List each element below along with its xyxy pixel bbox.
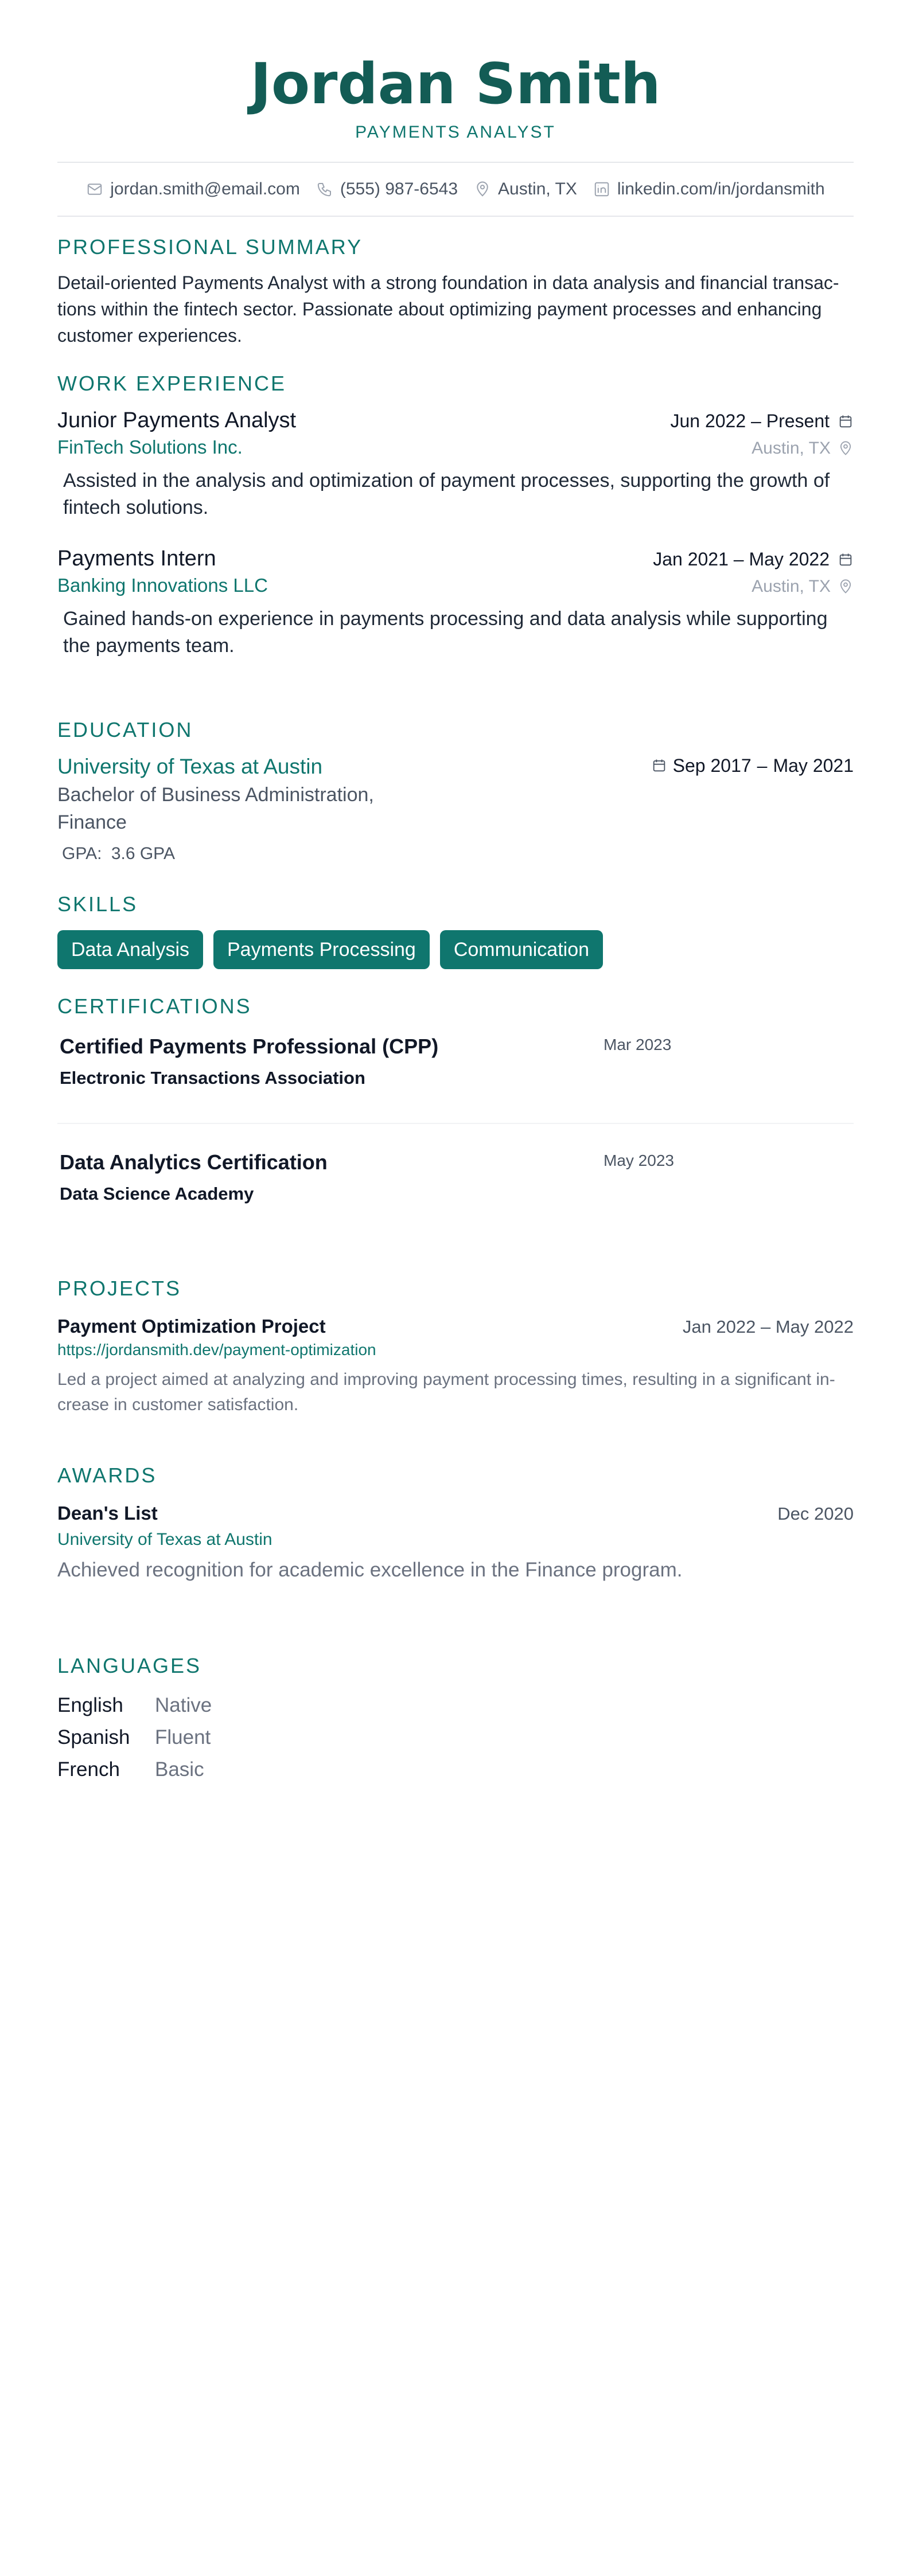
section-heading-languages: LANGUAGES xyxy=(57,1654,202,1677)
location-pin-icon xyxy=(838,579,854,595)
candidate-name: Jordan Smith xyxy=(250,52,661,117)
skills-section xyxy=(57,892,854,969)
section-heading-experience: WORK EXPERIENCE xyxy=(57,372,287,395)
degree-line: Bachelor of Business Administration, xyxy=(57,784,374,806)
degree xyxy=(57,781,413,836)
contact-linkedin[interactable] xyxy=(593,179,825,199)
language-name: English xyxy=(57,1694,123,1716)
job-dates xyxy=(653,549,854,570)
certification-name: Data Analytics Certification xyxy=(60,1150,328,1174)
linkedin-icon xyxy=(593,181,610,198)
linkedin-text: linkedin.com/in/jordansmith xyxy=(617,179,825,198)
education-section xyxy=(57,718,854,864)
project-link[interactable]: https://jordansmith.dev/payment-optimization xyxy=(57,1341,376,1359)
job-location xyxy=(752,577,854,596)
award-description: Achieved recognition for academic excellence in the Finance program. xyxy=(57,1559,683,1581)
job-title: Junior Payments Analyst xyxy=(57,408,297,432)
section-heading-skills: SKILLS xyxy=(57,892,138,916)
job-location xyxy=(752,439,854,458)
job-description-line: fintech solutions. xyxy=(63,497,209,518)
summary-section xyxy=(57,235,854,349)
school-name: University of Texas at Austin xyxy=(57,755,323,778)
summary-line: Detail-oriented Payments Analyst with a strong foundation in data analysis and financial transac- xyxy=(57,272,839,293)
gpa-value: 3.6 GPA xyxy=(111,844,175,863)
gpa xyxy=(57,844,854,864)
award-organization: University of Texas at Austin xyxy=(57,1530,272,1549)
mail-icon xyxy=(86,181,103,198)
award-item xyxy=(57,1502,854,1582)
languages-section xyxy=(57,1654,854,1786)
language-level: Native xyxy=(155,1694,212,1716)
language-name: French xyxy=(57,1758,120,1781)
certifications-section xyxy=(57,994,854,1260)
degree-line: Finance xyxy=(57,811,127,833)
section-heading-awards: AWARDS xyxy=(57,1463,157,1487)
calendar-icon xyxy=(838,413,854,430)
location-pin-icon xyxy=(474,181,491,198)
section-heading-projects: PROJECTS xyxy=(57,1277,182,1300)
skill-tag: Payments Processing xyxy=(213,930,430,969)
location-pin-icon xyxy=(838,440,854,456)
phone-icon xyxy=(316,181,333,198)
language-name: Spanish xyxy=(57,1726,130,1748)
summary-line: customer experiences. xyxy=(57,325,242,346)
education-end-date: May 2021 xyxy=(773,755,854,776)
job-title: Payments Intern xyxy=(57,547,216,571)
section-heading-education: EDUCATION xyxy=(57,718,193,741)
experience-section xyxy=(57,372,854,659)
phone-text: (555) 987-6543 xyxy=(340,179,458,198)
skill-tag: Communication xyxy=(440,930,603,969)
company-name: FinTech Solutions Inc. xyxy=(57,436,243,458)
job-dates-text: Jan 2021 – May 2022 xyxy=(653,549,830,569)
contact-bar xyxy=(57,162,854,217)
resume-header xyxy=(57,0,854,217)
project-description-line: crease in customer satisfaction. xyxy=(57,1395,299,1414)
language-row xyxy=(57,1722,854,1754)
location-text: Austin, TX xyxy=(498,179,577,198)
calendar-icon xyxy=(838,552,854,568)
company-name: Banking Innovations LLC xyxy=(57,575,268,596)
gpa-label: GPA: xyxy=(62,844,102,863)
section-heading-summary: PROFESSIONAL SUMMARY xyxy=(57,235,363,259)
education-start-date: Sep 2017 xyxy=(672,755,752,776)
job-dates-text: Jun 2022 – Present xyxy=(670,411,830,431)
job-description xyxy=(57,467,854,521)
section-heading-certifications: CERTIFICATIONS xyxy=(57,994,252,1018)
certification-date: Mar 2023 xyxy=(604,1036,672,1053)
job-location-text: Austin, TX xyxy=(752,439,831,458)
certification-issuer: Data Science Academy xyxy=(60,1184,254,1204)
email-text: jordan.smith@email.com xyxy=(110,179,300,198)
skill-tag: Data Analysis xyxy=(57,930,203,969)
award-title: Dean's List xyxy=(57,1502,158,1524)
project-description xyxy=(57,1367,854,1418)
contact-phone[interactable] xyxy=(316,179,458,199)
language-row xyxy=(57,1689,854,1722)
experience-item xyxy=(57,408,854,521)
job-dates xyxy=(670,411,854,432)
certification-name: Certified Payments Professional (CPP) xyxy=(60,1035,439,1058)
language-level: Fluent xyxy=(155,1726,211,1748)
contact-email[interactable] xyxy=(86,179,300,199)
job-description-line: the payments team. xyxy=(63,635,235,657)
certification-item xyxy=(57,1146,854,1260)
project-title: Payment Optimization Project xyxy=(57,1316,326,1337)
language-level: Basic xyxy=(155,1758,204,1781)
languages-list xyxy=(57,1689,854,1786)
certification-item xyxy=(57,1030,854,1145)
job-title-headline: PAYMENTS ANALYST xyxy=(355,123,556,142)
job-description-line: Assisted in the analysis and optimization of payment processes, supporting the growth of xyxy=(63,470,830,491)
project-item xyxy=(57,1316,854,1418)
awards-section xyxy=(57,1463,854,1582)
education-dates xyxy=(651,755,854,776)
language-row xyxy=(57,1754,854,1786)
date-separator: – xyxy=(757,755,768,776)
job-location-text: Austin, TX xyxy=(752,577,831,596)
job-description xyxy=(57,606,854,659)
award-date: Dec 2020 xyxy=(777,1504,854,1524)
skills-list xyxy=(57,930,854,969)
project-dates: Jan 2022 – May 2022 xyxy=(682,1317,854,1337)
job-description-line: Gained hands-on experience in payments processing and data analysis while supporting xyxy=(63,608,828,630)
contact-location xyxy=(474,179,577,199)
certification-date: May 2023 xyxy=(604,1152,674,1169)
calendar-icon xyxy=(651,758,667,774)
experience-item xyxy=(57,547,854,659)
project-description-line: Led a project aimed at analyzing and improving payment processing times, resulting in a significant in- xyxy=(57,1370,835,1389)
summary-text xyxy=(57,270,854,349)
summary-line: tions within the fintech sector. Passionate about optimizing payment processes and enhancing xyxy=(57,299,822,319)
certification-issuer: Electronic Transactions Association xyxy=(60,1068,365,1088)
projects-section xyxy=(57,1277,854,1418)
